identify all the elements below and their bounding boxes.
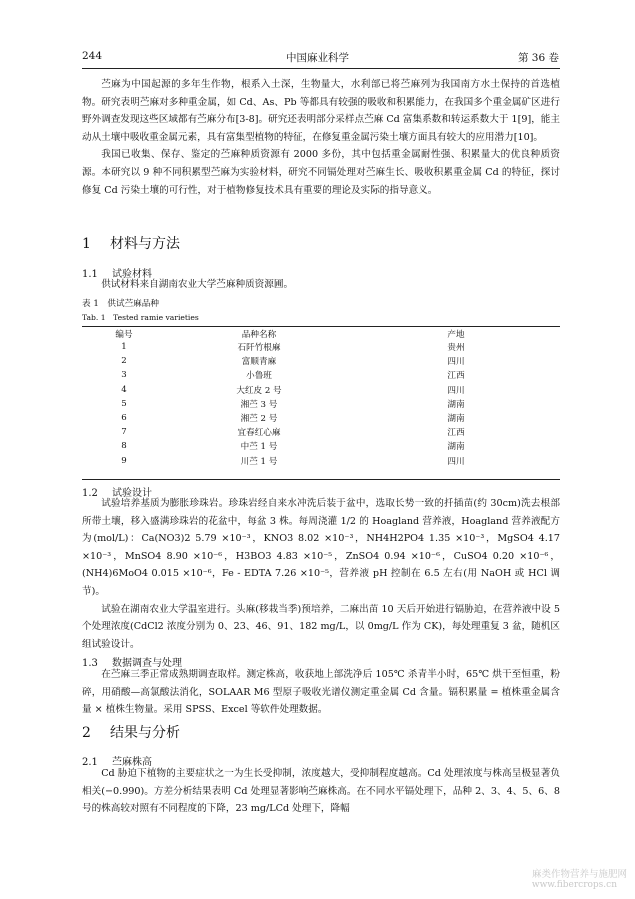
- volume-label: 第 36 卷: [517, 52, 559, 64]
- variety-name-cell: 湘苎 3 号: [240, 399, 278, 410]
- intro-paragraph-2: 我国已收集、保存、鉴定的苎麻种质资源有 2000 多份，其中包括重金属耐性强、积累量大的优良种质资源。本研究以 9 种不同积累型苎麻为实验材料，研究不同镉处理对苎麻生长、吸收积累重金属 Cd 的特征，探讨修复 Cd 污染土壤的可行性，对于植物修复技术具有重要的理论及实际的指导意义。: [82, 149, 560, 196]
- variety-number-cell: 9: [121, 455, 127, 466]
- design-paragraph-1: 试验培养基质为膨胀珍珠岩。珍珠岩经自来水冲洗后装于盆中，选取长势一致的扦插苗(约 30cm)洗去根部所带土壤，移入盛满珍珠岩的花盆中，每盆 3 株。每周浇灌 1/2 的 Hoagland 营养液，Hoagland 营养液配方为(mol/L)：Ca(NO3)2 5.79 ×10⁻³，KNO3 8.02 ×10⁻³，NH4H2PO4 1.35 ×10⁻³，MgSO4 4.17 ×10⁻³，MnSO4 8.90 ×10⁻⁶，H3BO3 4.83 ×10⁻⁵，ZnSO4 0.94 ×10⁻⁶，CuSO4 0.20 ×10⁻⁶，(NH4)6MoO4 0.015 ×10⁻⁶，Fe - EDTA 7.26 ×10⁻⁵，营养液 pH 控制在 6.5 左右(用 NaOH 或 HCl 调节)。: [82, 498, 560, 597]
- intro-paragraph-1: 苎麻为中国起源的多年生作物，根系入土深，生物量大，水利部已将苎麻列为我国南方水土保持的首选植物。研究表明苎麻对多种重金属，如 Cd、As、Pb 等都具有较强的吸收和积累能力，在我国多个重金属矿区进行野外调查发现这些区域都有苎麻分布[3-8]。研究还表明部分采样点苎麻 Cd 富集系数和转运系数大于 1[9]，能主动从土壤中吸收重金属元素，具有富集型植物的特征，在修复重金属污染土壤方面具有较大的应用潜力[10]。: [82, 79, 560, 143]
- plant-height-text: [82, 765, 560, 818]
- table-row: [82, 354, 560, 368]
- table-header-row: [82, 328, 560, 340]
- table-caption-cn: 表 1 供试苎麻品种: [82, 299, 159, 309]
- table-row: [82, 454, 560, 468]
- origin-cell: 湖南: [447, 414, 465, 425]
- table-row: [82, 397, 560, 411]
- table-row: [82, 411, 560, 425]
- origin-cell: 贵州: [447, 343, 465, 354]
- header-rule: [82, 68, 560, 69]
- section-number: 1: [82, 236, 91, 252]
- variety-name-cell: 石阡竹根麻: [237, 343, 281, 354]
- table-bottom-rule: [82, 479, 560, 480]
- section-title: 材料与方法: [110, 236, 180, 252]
- origin-cell: 四川: [447, 357, 465, 368]
- variety-number-cell: 1: [121, 342, 127, 353]
- table-row: [82, 439, 560, 453]
- subsection-number: 1.1: [82, 269, 98, 280]
- subsection-number: 1.3: [82, 658, 98, 669]
- ramie-varieties-table: [82, 328, 560, 468]
- origin-cell: 湖南: [447, 399, 465, 410]
- variety-number-cell: 4: [121, 384, 127, 395]
- section-1-heading: [82, 233, 180, 253]
- subsection-number: 2.1: [82, 757, 98, 768]
- plant-height-paragraph: Cd 胁迫下植物的主要症状之一为生长受抑制，浓度越大，受抑制程度越高。Cd 处理浓度与株高呈极显著负相关(−0.990)。方差分析结果表明 Cd 处理显著影响苎麻株高。在不同水平镉处理下，品种 2、3、4、5、6、8 号的株高较对照有不同程度的下降，23 mg/LCd 处理下，降幅: [82, 768, 560, 815]
- section-title: 结果与分析: [110, 725, 180, 741]
- variety-number-cell: 3: [121, 370, 127, 381]
- watermark-site-name: 麻类作物营养与施肥网: [531, 869, 627, 880]
- table-caption-en: Tab. 1 Tested ramie varieties: [82, 313, 199, 322]
- section-number: 2: [82, 725, 91, 741]
- data-processing-text: [82, 666, 560, 719]
- design-paragraph-2: 试验在湖南农业大学温室进行。头麻(移栽当季)预培养，二麻出苗 10 天后开始进行镉胁迫，在营养液中设 5 个处理浓度(CdCl2 浓度分别为 0、23、46、91、182 mg/L，以 0mg/L 作为 CK)，每处理重复 3 盆，随机区组试验设计。: [82, 603, 560, 650]
- table-row: [82, 383, 560, 397]
- column-header: 编号: [115, 330, 133, 340]
- variety-name-cell: 湘苎 2 号: [240, 414, 278, 425]
- subsection-title: 数据调查与处理: [112, 658, 182, 669]
- variety-name-cell: 宜春红心麻: [237, 428, 281, 439]
- origin-cell: 四川: [447, 456, 465, 467]
- variety-name-cell: 大红皮 2 号: [236, 385, 282, 396]
- variety-number-cell: 5: [121, 398, 127, 409]
- table-row: [82, 368, 560, 382]
- materials-paragraph: 供试材料来自湖南农业大学苎麻种质资源圃。: [101, 279, 294, 290]
- data-processing-paragraph: 在苎麻三季正常成熟期调查取样。测定株高，收获地上部洗净后 105℃ 杀青半小时，65℃ 烘干至恒重，粉碎，用硝酸—高氯酸法消化，SOLAAR M6 型原子吸收光谱仪测定重金属 Cd 含量。镉积累量 = 植株重金属含量 × 植株生物量。采用 SPSS、Excel 等软件处理数据。: [82, 669, 560, 716]
- table-top-rule: [82, 326, 560, 327]
- variety-name-cell: 富顺青麻: [241, 357, 277, 368]
- variety-number-cell: 8: [121, 441, 127, 452]
- variety-name-cell: 川苎 1 号: [240, 456, 278, 467]
- variety-number-cell: 7: [121, 427, 127, 438]
- materials-text: [82, 276, 560, 294]
- design-text: [82, 495, 560, 653]
- column-header: 品种名称: [241, 330, 277, 340]
- table-row: [82, 340, 560, 354]
- watermark-url: www.fibercrops.cn: [531, 880, 617, 890]
- column-header: 产地: [447, 330, 465, 340]
- subsection-title: 试验设计: [112, 488, 152, 499]
- journal-title: 中国麻业科学: [286, 52, 349, 64]
- section-2-heading: [82, 722, 180, 742]
- origin-cell: 江西: [447, 428, 465, 439]
- subsection-number: 1.2: [82, 488, 98, 499]
- intro-text: [82, 76, 560, 199]
- subsection-title: 试验材料: [112, 269, 152, 280]
- page-number: 244: [82, 50, 103, 62]
- variety-name-cell: 小鲁班: [246, 371, 272, 382]
- table-row: [82, 425, 560, 439]
- origin-cell: 四川: [447, 385, 465, 396]
- subsection-title: 苎麻株高: [112, 757, 152, 768]
- variety-number-cell: 6: [121, 413, 127, 424]
- variety-number-cell: 2: [121, 356, 127, 367]
- origin-cell: 湖南: [447, 442, 465, 453]
- variety-name-cell: 中苎 1 号: [240, 442, 278, 453]
- origin-cell: 江西: [447, 371, 465, 382]
